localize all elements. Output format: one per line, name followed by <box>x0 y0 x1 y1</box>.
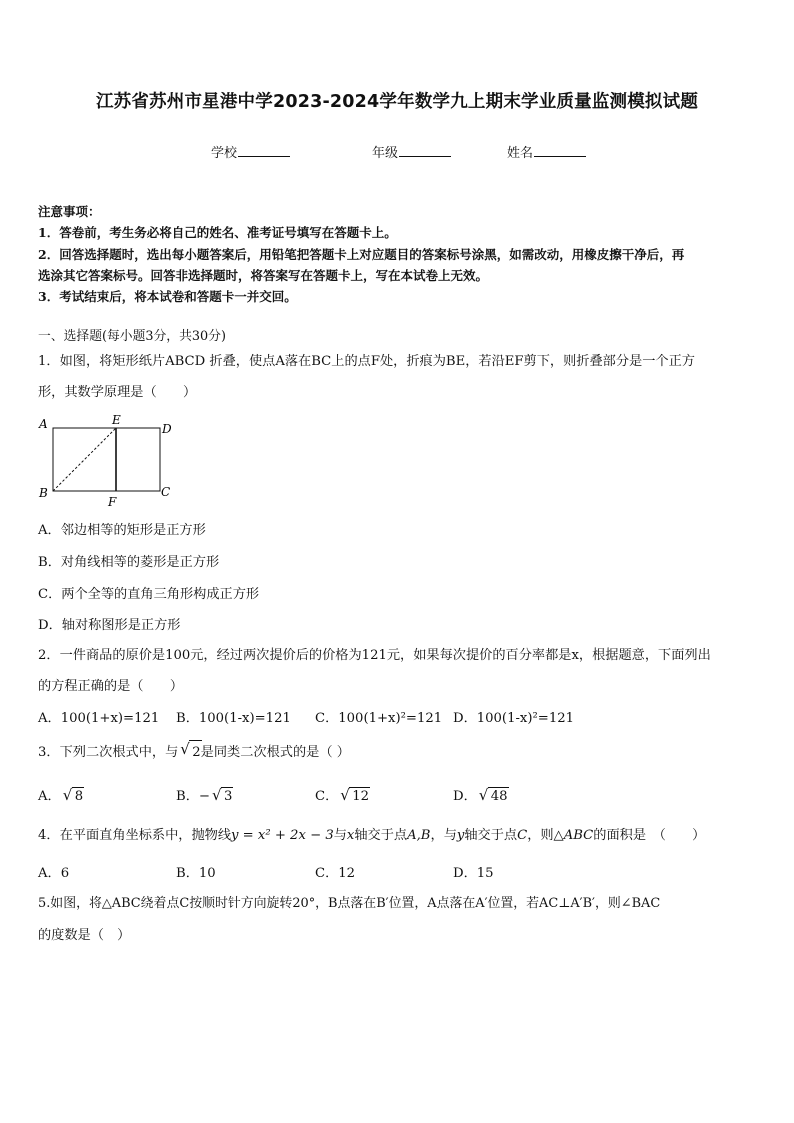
q4-text: 与 <box>333 828 347 843</box>
q3-option-d <box>453 785 508 804</box>
question-1-line-1: 1．如图，将矩形纸片ABCD 折叠，使点A落在BC上的点F处，折痕为BE，若沿EF剪下，则折叠部分是一个正方 <box>38 354 695 369</box>
note-item: 1．答卷前，考生务必将自己的姓名、准考证号填写在答题卡上。 <box>38 225 397 240</box>
q1-option-d: D．轴对称图形是正方形 <box>38 618 181 633</box>
q4-option-d: D．15 <box>453 866 494 881</box>
rectangle-fold-figure <box>36 412 176 510</box>
sqrt-12: √ 12 <box>340 786 370 804</box>
q3-suffix: 是同类二次根式的是（ ） <box>200 745 350 760</box>
grade-label: 年级 <box>372 146 399 161</box>
q3-option-a <box>38 785 83 804</box>
note-item: 3．考试结束后，将本试卷和答题卡一并交回。 <box>38 289 297 304</box>
section-title: 一、选择题(每小题3分，共30分) <box>38 329 226 344</box>
vertex-c-label: C <box>161 485 171 499</box>
vertex-f-label: F <box>108 495 117 509</box>
question-2-line-2: 的方程正确的是（ ） <box>38 679 184 694</box>
radicand: 2 <box>192 745 201 760</box>
question-2-line-1: 2．一件商品的原价是100元，经过两次提价后的价格为121元，如果每次提价的百分率都是x，根据题意，下面列出 <box>38 648 711 663</box>
note-item: 2．回答选择题时，选出每小题答案后，用铅笔把答题卡上对应题目的答案标号涂黑，如需改动，用橡皮擦干净后，再 <box>38 247 685 262</box>
grade-field <box>372 142 451 161</box>
q1-option-b: B．对角线相等的菱形是正方形 <box>38 555 220 570</box>
sqrt-8: √ 8 <box>62 786 84 804</box>
name-field <box>507 142 586 161</box>
question-4 <box>38 825 705 846</box>
q3-option-c <box>315 785 369 804</box>
sqrt-48: √ 48 <box>478 786 508 804</box>
q4-text: ，则△ <box>527 828 564 843</box>
points-ab: A,B <box>407 828 431 843</box>
page-title: 江苏省苏州市星港中学2023-2024学年数学九上期末学业质量监测模拟试题 <box>95 92 699 112</box>
question-5-line-2: 的度数是（ ） <box>38 928 131 943</box>
sqrt-2: √ 2 <box>180 740 201 760</box>
x-axis-var: x <box>346 828 355 843</box>
school-blank <box>238 144 290 157</box>
question-5-line-1: 5.如图，将△ABC绕着点C按顺时针方向旋转20°，B点落在B′位置，A点落在A′位置，若AC⊥A′B′，则∠BAC <box>38 896 661 911</box>
q2-option-c: C．100(1+x)²=121 <box>315 711 443 726</box>
q4-option-b: B．10 <box>176 866 216 881</box>
option-sign: − <box>198 789 210 804</box>
vertex-d-label: D <box>162 422 172 436</box>
q1-option-c: C．两个全等的直角三角形构成正方形 <box>38 587 260 602</box>
parabola-equation: y = x² + 2x − 3 <box>231 828 334 843</box>
triangle-abc: ABC <box>563 828 594 843</box>
option-label: C． <box>315 789 339 804</box>
q4-text: 的面积是 （ ） <box>593 828 706 843</box>
point-c: C <box>517 828 528 843</box>
q4-option-a: A．6 <box>38 866 70 881</box>
radicand: 12 <box>352 789 370 804</box>
q4-text: 4．在平面直角坐标系中，抛物线 <box>38 828 232 843</box>
q4-option-c: C．12 <box>315 866 356 881</box>
radicand: 3 <box>223 789 233 804</box>
question-1-line-2: 形，其数学原理是（ ） <box>38 385 197 400</box>
q3-prefix: 3．下列二次根式中，与 <box>38 745 179 760</box>
vertex-e-label: E <box>112 413 121 427</box>
school-label: 学校 <box>211 146 238 161</box>
note-item: 选涂其它答案标号。回答非选择题时，将答案写在答题卡上，写在本试卷上无效。 <box>38 268 489 283</box>
radicand: 8 <box>74 789 84 804</box>
q4-text: ，与 <box>430 828 457 843</box>
q2-option-a: A．100(1+x)=121 <box>38 711 160 726</box>
grade-blank <box>399 144 451 157</box>
vertex-a-label: A <box>39 417 48 431</box>
question-3 <box>38 742 350 763</box>
option-label: A． <box>38 789 61 804</box>
q1-option-a: A．邻边相等的矩形是正方形 <box>38 523 206 538</box>
q2-option-b: B．100(1-x)=121 <box>176 711 291 726</box>
name-blank <box>534 144 586 157</box>
school-field <box>211 142 290 161</box>
q3-option-b <box>176 785 232 804</box>
radicand: 48 <box>490 789 508 804</box>
vertex-b-label: B <box>39 486 48 500</box>
option-label: B． <box>176 789 199 804</box>
q4-text: 轴交于点 <box>464 828 518 843</box>
q2-option-d: D．100(1-x)²=121 <box>453 711 575 726</box>
name-label: 姓名 <box>507 146 534 161</box>
q4-text: 轴交于点 <box>354 828 408 843</box>
y-axis-var: y <box>456 828 465 843</box>
sqrt-3: √ 3 <box>211 786 233 804</box>
option-label: D． <box>453 789 477 804</box>
notes-title: 注意事项： <box>38 204 101 219</box>
